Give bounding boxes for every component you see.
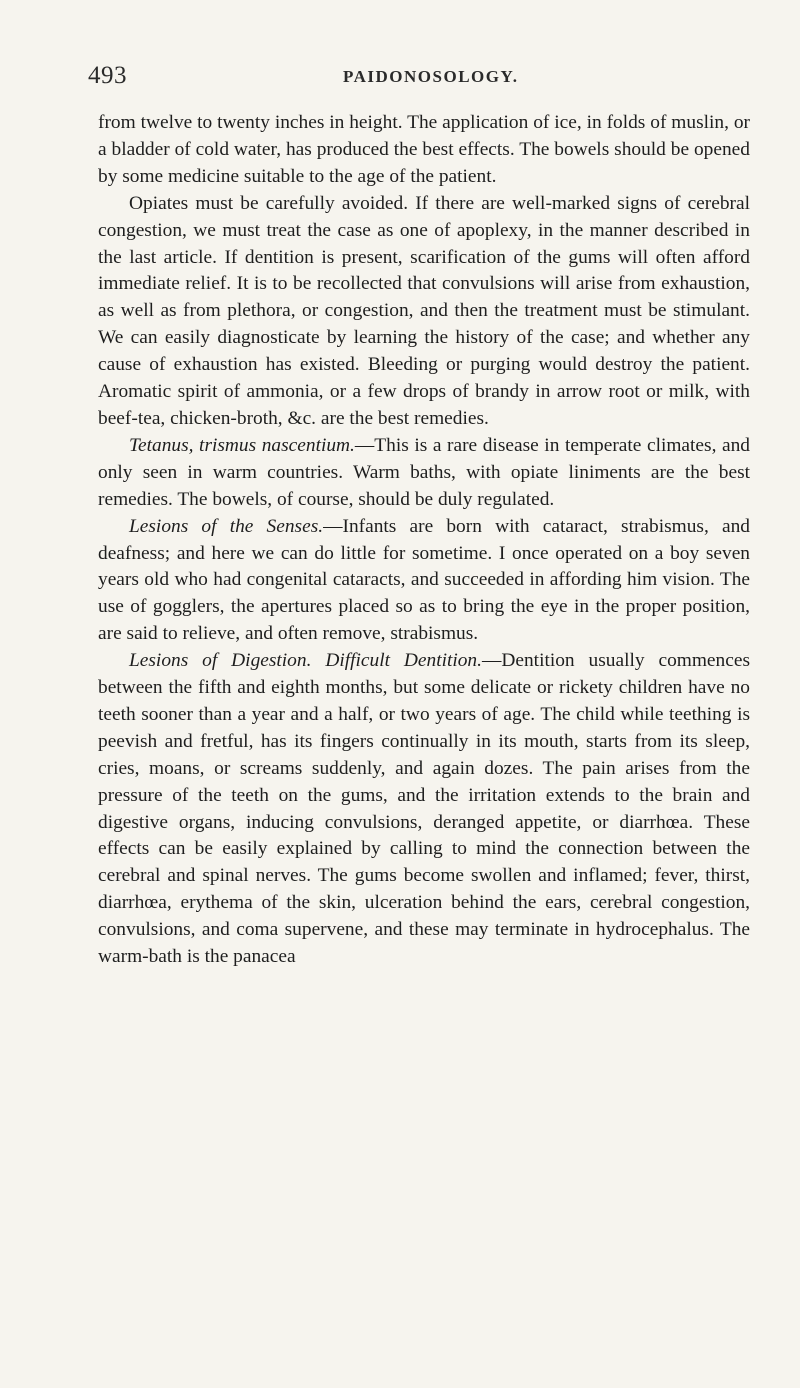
section-heading: Lesions of Digestion. Difficult Dentition. xyxy=(129,650,482,672)
paragraph-text: —Infants are born with cataract, strabismus, and deafness; and here we can do little for sometime. I once operated on a boy seven years old who had congenital cataracts, and succeeded in affording him vision. The use of gogglers, the apertures placed so as to bring the eye in the proper position, are said to relieve, and often remove, strabismus. xyxy=(98,515,750,645)
page-header xyxy=(88,62,758,102)
running-title: PAIDONOSOLOGY. xyxy=(343,67,519,86)
page-number: 493 xyxy=(88,62,127,89)
paragraph-text: Opiates must be carefully avoided. If there are well-marked signs of cerebral congestion, we must treat the case as one of apoplexy, in the manner described in the last article. If dentition is present, scarification of the gums will often afford immediate relief. It is to be recollected that convulsions will arise from exhaustion, as well as from plethora, or congestion, and then the treatment must be stimulant. We can easily diagnosticate by learning the history of the case; and whether any cause of exhaustion has existed. Bleeding or purging would destroy the patient. Aromatic spirit of ammonia, or a few drops of brandy in arrow root or milk, with beef-tea, chicken-broth, &c. are the best remedies. xyxy=(98,192,750,429)
body-text xyxy=(98,110,750,971)
paragraph-lesions-senses xyxy=(98,514,750,649)
paragraph-lesions-digestion xyxy=(98,648,750,971)
paragraph-opiates xyxy=(98,191,750,433)
section-heading: Tetanus, trismus nascentium. xyxy=(129,434,355,456)
paragraph-text: —This is a rare disease in temperate climates, and only seen in warm countries. Warm baths, with opiate liniments are the best remedies. The bowels, of course, should be duly regulated. xyxy=(98,434,750,510)
paragraph-continuation xyxy=(98,110,750,191)
paragraph-text: from twelve to twenty inches in height. The application of ice, in folds of muslin, or a bladder of cold water, has produced the best effects. The bowels should be opened by some medicine suitable to the age of the patient. xyxy=(98,112,750,187)
paragraph-tetanus xyxy=(98,433,750,514)
paragraph-text: —Dentition usually commences between the fifth and eighth months, but some delicate or rickety children have no teeth sooner than a year and a half, or two years of age. The child while teething is peevish and fretful, has its fingers continually in its mouth, starts from its sleep, cries, moans, or screams suddenly, and again dozes. The pain arises from the pressure of the teeth on the gums, and the irritation extends to the brain and digestive organs, inducing convulsions, deranged appetite, or diarrhœa. These effects can be easily explained by calling to mind the connection between the cerebral and spinal nerves. The gums become swollen and inflamed; fever, thirst, diarrhœa, erythema of the skin, ulceration behind the ears, cerebral congestion, convulsions, and coma supervene, and these may terminate in hydrocephalus. The warm-bath is the panacea xyxy=(98,650,750,968)
section-heading: Lesions of the Senses. xyxy=(129,515,324,537)
